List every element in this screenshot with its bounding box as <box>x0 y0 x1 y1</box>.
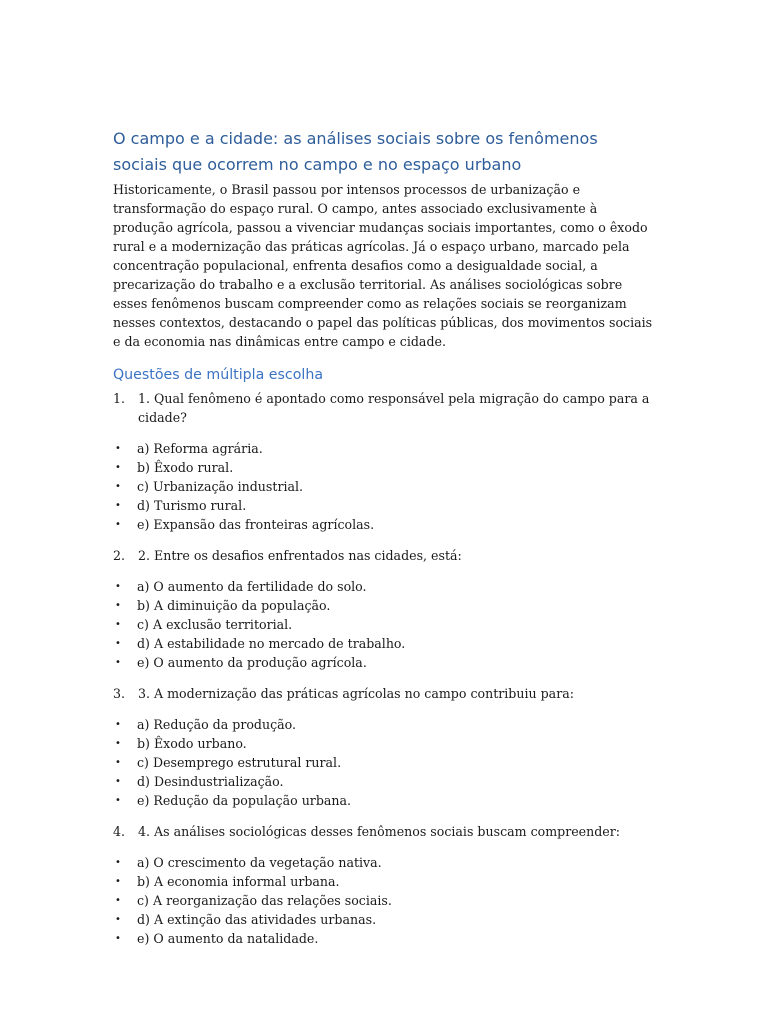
list-item <box>113 515 653 534</box>
option-text: a) Reforma agrária. <box>137 441 263 456</box>
list-item <box>113 929 653 948</box>
bullet-icon: • <box>115 638 121 649</box>
option-text: c) Desemprego estrutural rural. <box>137 755 342 770</box>
bullet-icon: • <box>115 600 121 611</box>
list-item <box>113 715 653 734</box>
list-item <box>113 458 653 477</box>
option-text: e) O aumento da natalidade. <box>137 931 319 946</box>
option-text: c) A exclusão territorial. <box>137 617 293 632</box>
question-text: 2. Entre os desafios enfrentados nas cidades, está: <box>138 548 462 563</box>
list-item <box>113 734 653 753</box>
bullet-icon: • <box>115 738 121 749</box>
bullet-icon: • <box>115 719 121 730</box>
option-text: d) A estabilidade no mercado de trabalho. <box>137 636 406 651</box>
bullet-icon: • <box>115 857 121 868</box>
question-number: 4. <box>113 824 126 839</box>
list-item <box>113 653 653 672</box>
document-page <box>113 126 653 960</box>
list-item <box>113 577 653 596</box>
question-number: 3. <box>113 686 126 701</box>
option-text: e) Expansão das fronteiras agrícolas. <box>137 517 375 532</box>
list-item <box>113 477 653 496</box>
bullet-icon: • <box>115 757 121 768</box>
bullet-icon: • <box>115 500 121 511</box>
bullet-icon: • <box>115 776 121 787</box>
question-number: 2. <box>113 548 126 563</box>
bullet-icon: • <box>115 462 121 473</box>
list-item <box>113 791 653 810</box>
list-item <box>113 853 653 872</box>
option-text: e) Redução da população urbana. <box>137 793 352 808</box>
option-text: b) A diminuição da população. <box>137 598 331 613</box>
options-list-2 <box>113 577 653 672</box>
bullet-icon: • <box>115 895 121 906</box>
section-title: Questões de múltipla escolha <box>113 367 324 383</box>
option-text: b) Êxodo urbano. <box>137 736 247 751</box>
intro-paragraph: Historicamente, o Brasil passou por intensos processos de urbanização e transformação do espaço rural. O campo, antes associado exclusivamente à produção agrícola, passou a vivenciar mudanças sociais importantes, como o êxodo rural e a modernização das práticas agrícolas. Já o espaço urbano, marcado pela concentração populacional, enfrenta desafios como a desigualdade social, a precarização do trabalho e a exclusão territorial. As análises sociológicas sobre esses fenômenos buscam compreender como as relações sociais se reorganizam nesses contextos, destacando o papel das políticas públicas, dos movimentos sociais e da economia nas dinâmicas entre campo e cidade. <box>113 182 653 349</box>
list-item <box>113 772 653 791</box>
bullet-icon: • <box>115 443 121 454</box>
list-item <box>113 439 653 458</box>
bullet-icon: • <box>115 933 121 944</box>
option-text: d) Turismo rural. <box>137 498 247 513</box>
option-text: c) Urbanização industrial. <box>137 479 304 494</box>
option-text: c) A reorganização das relações sociais. <box>137 893 392 908</box>
bullet-icon: • <box>115 581 121 592</box>
document-title: O campo e a cidade: as análises sociais sobre os fenômenos sociais que ocorrem no campo e no espaço urbano <box>113 129 598 174</box>
options-list-4 <box>113 853 653 948</box>
option-text: e) O aumento da produção agrícola. <box>137 655 367 670</box>
list-item <box>113 910 653 929</box>
bullet-icon: • <box>115 795 121 806</box>
list-item <box>113 872 653 891</box>
options-list-1 <box>113 439 653 534</box>
question-3 <box>113 684 653 703</box>
options-list-3 <box>113 715 653 810</box>
option-text: a) O crescimento da vegetação nativa. <box>137 855 382 870</box>
option-text: b) Êxodo rural. <box>137 460 234 475</box>
list-item <box>113 753 653 772</box>
question-text: 4. As análises sociológicas desses fenômenos sociais buscam compreender: <box>138 824 621 839</box>
question-text: 3. A modernização das práticas agrícolas no campo contribuiu para: <box>138 686 574 701</box>
question-1 <box>113 389 653 427</box>
option-text: d) A extinção das atividades urbanas. <box>137 912 377 927</box>
question-text: 1. Qual fenômeno é apontado como responsável pela migração do campo para a cidade? <box>138 391 650 425</box>
option-text: a) Redução da produção. <box>137 717 297 732</box>
list-item <box>113 615 653 634</box>
question-4 <box>113 822 653 841</box>
question-2 <box>113 546 653 565</box>
list-item <box>113 496 653 515</box>
bullet-icon: • <box>115 876 121 887</box>
option-text: d) Desindustrialização. <box>137 774 284 789</box>
bullet-icon: • <box>115 657 121 668</box>
list-item <box>113 634 653 653</box>
bullet-icon: • <box>115 619 121 630</box>
list-item <box>113 596 653 615</box>
bullet-icon: • <box>115 481 121 492</box>
bullet-icon: • <box>115 914 121 925</box>
bullet-icon: • <box>115 519 121 530</box>
list-item <box>113 891 653 910</box>
option-text: b) A economia informal urbana. <box>137 874 340 889</box>
question-number: 1. <box>113 391 126 406</box>
option-text: a) O aumento da fertilidade do solo. <box>137 579 367 594</box>
